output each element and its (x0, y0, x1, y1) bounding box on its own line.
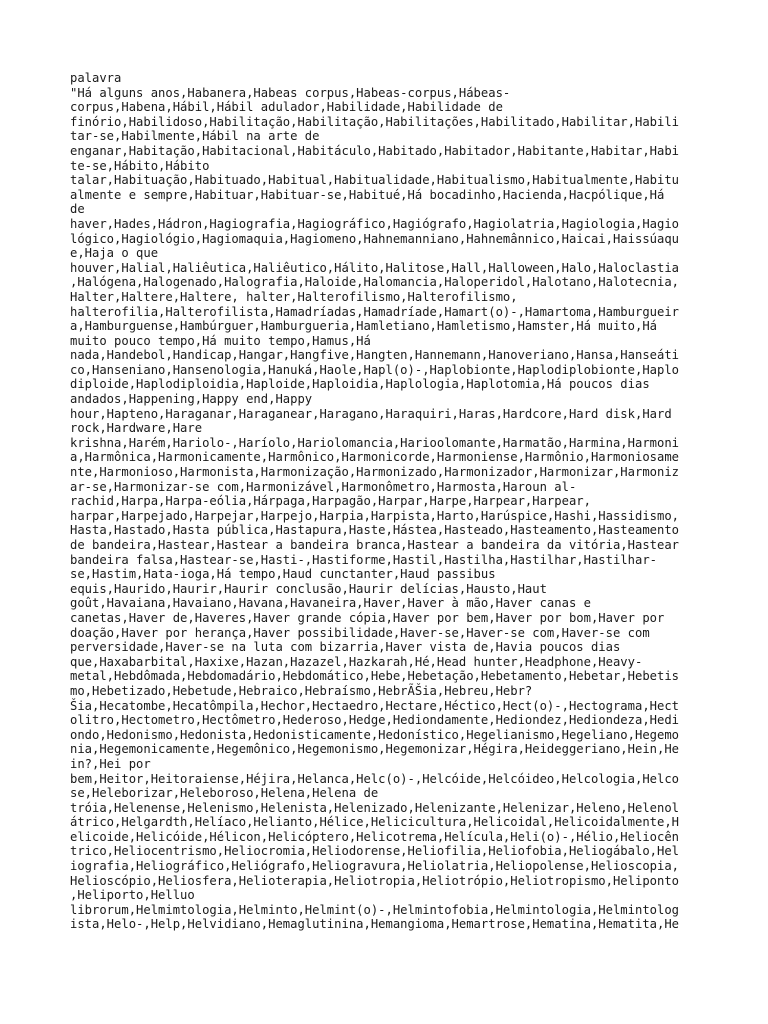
text-line: ,Heliporto,Helluo (70, 888, 195, 903)
text-line: se,Heleborizar,Heleboroso,Helena,Helena de (70, 786, 379, 801)
text-line: canetas,Haver de,Haveres,Haver grande cópia,Haver por bem,Haver por bom,Haver por (70, 610, 665, 625)
text-line: hour,Hapteno,Haraganar,Haraganear,Haragano,Haraquiri,Haras,Hardcore,Hard disk,Hard (70, 406, 672, 421)
text-line: nia,Hegemonicamente,Hegemônico,Hegemonismo,Hegemonizar,Hégira,Heideggeriano,Hein,He (70, 742, 680, 757)
text-line: átrico,Helgardth,Helíaco,Helianto,Hélice,Helicicultura,Helicoidal,Helicoidalmente,H (70, 815, 680, 830)
text-line: tar-se,Habilmente,Hábil na arte de (70, 129, 320, 144)
text-line: enganar,Habitação,Habitacional,Habitáculo,Habitado,Habitador,Habitante,Habitar,Habi (70, 143, 680, 158)
text-line: talar,Habituação,Habituado,Habitual,Habitualidade,Habitualismo,Habitualmente,Habitu (70, 173, 680, 188)
text-line: diploide,Haplodiploidia,Haploide,Haploidia,Haplologia,Haplotomia,Há poucos dias (70, 377, 650, 392)
text-line: andados,Happening,Happy end,Happy (70, 392, 313, 407)
text-line: ar-se,Harmonizar-se com,Harmonizável,Harmonômetro,Harmosta,Haroun al- (70, 479, 577, 494)
text-line: corpus,Habena,Hábil,Hábil adulador,Habilidade,Habilidade de (70, 100, 503, 115)
text-line: perversidade,Haver-se na luta com bizarria,Haver vista de,Havia poucos dias (70, 640, 621, 655)
text-line: nada,Handebol,Handicap,Hangar,Hangfive,Hangten,Hannemann,Hanoveriano,Hansa,Hanseáti (70, 348, 680, 363)
text-line: elicoide,Helicóide,Hélicon,Helicóptero,Helicotrema,Helícula,Heli(o)-,Hélio,Heliocên (70, 829, 680, 844)
text-line: ,Halógena,Halogenado,Halografia,Haloide,Halomancia,Haloperidol,Halotano,Halotecnia, (70, 275, 680, 290)
text-line: que,Haxabarbital,Haxixe,Hazan,Hazazel,Hazkarah,Hé,Head hunter,Headphone,Heavy- (70, 654, 643, 669)
text-line: tróia,Helenense,Helenismo,Helenista,Helenizado,Helenizante,Helenizar,Heleno,Helenol (70, 800, 680, 815)
text-line: haver,Hades,Hádron,Hagiografia,Hagiográfico,Hagiógrafo,Hagiolatria,Hagiologia,Hagio (70, 216, 680, 231)
text-line: bem,Heitor,Heitoraiense,Héjira,Helanca,Helc(o)-,Helcóide,Helcóideo,Helcologia,Helco (70, 771, 680, 786)
text-line: halterofilia,Halterofilista,Hamadríadas,Hamadríade,Hamart(o)-,Hamartoma,Hamburgueir (70, 304, 680, 319)
text-line: krishna,Harém,Hariolo-,Haríolo,Hariolomancia,Harioolomante,Harmatão,Harmina,Harmoni (70, 435, 680, 450)
text-line: librorum,Helmimtologia,Helminto,Helmint(o)-,Helmintofobia,Helmintologia,Helmintolog (70, 902, 680, 917)
text-line: in?,Hei por (70, 756, 151, 771)
text-line: nte,Harmonioso,Harmonista,Harmonização,Harmonizado,Harmonizador,Harmonizar,Harmoniz (70, 465, 680, 480)
text-line: a,Hamburguense,Hambúrguer,Hamburgueria,Hamletiano,Hamletismo,Hamster,Há muito,Há (70, 319, 657, 334)
text-line: iografia,Heliográfico,Heliógrafo,Heliogravura,Heliolatria,Heliopolense,Helioscopia, (70, 859, 680, 874)
text-line: Halter,Haltere,Haltere, halter,Halterofilismo,Halterofilismo, (70, 289, 518, 304)
text-line: se,Hastim,Hata-ioga,Há tempo,Haud cunctanter,Haud passibus (70, 567, 496, 582)
document-text-body (70, 71, 702, 932)
text-line: palavra (70, 71, 122, 85)
text-line: a,Harmônica,Harmonicamente,Harmônico,Harmonicorde,Harmoniense,Harmônio,Harmoniosame (70, 450, 680, 465)
text-line: goût,Havaiana,Havaiano,Havana,Havaneira,Haver,Haver à mão,Haver canas e (70, 596, 591, 611)
text-line: muito pouco tempo,Há muito tempo,Hamus,Há (70, 333, 371, 348)
text-line: Hasta,Hastado,Hasta pública,Hastapura,Haste,Hástea,Hasteado,Hasteamento,Hasteamento (70, 523, 680, 538)
text-line: lógico,Hagiológio,Hagiomaquia,Hagiomeno,Hahnemanniano,Hahnemânnico,Haicai,Haissúaqu (70, 231, 680, 246)
text-line: de bandeira,Hastear,Hastear a bandeira branca,Hastear a bandeira da vitória,Hastear (70, 538, 680, 552)
text-line: mo,Hebetizado,Hebetude,Hebraico,Hebraísmo,HebrÃŠia,Hebreu,Hebr? (70, 683, 533, 698)
text-line: ondo,Hedonismo,Hedonista,Hedonisticamente,Hedonístico,Hegelianismo,Hegeliano,Hegemo (70, 727, 680, 742)
text-line: finório,Habilidoso,Habilitação,Habilitação,Habilitações,Habilitado,Habilitar,Habili (70, 114, 680, 129)
text-line: e,Haja o que (70, 246, 159, 261)
text-line: rock,Hardware,Hare (70, 421, 203, 436)
text-line: Helioscópio,Heliosfera,Helioterapia,Heliotropia,Heliotrópio,Heliotropismo,Heliponto (70, 873, 680, 888)
text-line: Šia,Hecatombe,Hecatômpila,Hechor,Hectaedro,Hectare,Héctico,Hect(o)-,Hectograma,Hect (70, 698, 680, 713)
text-line: de (70, 202, 85, 217)
text-line: harpar,Harpejado,Harpejar,Harpejo,Harpia,Harpista,Harto,Harúspice,Hashi,Hassidismo, (70, 508, 680, 523)
text-line: bandeira falsa,Hastear-se,Hasti-,Hastiforme,Hastil,Hastilha,Hastilhar,Hastilhar- (70, 552, 657, 567)
text-line: trico,Heliocentrismo,Heliocromia,Heliodorense,Heliofilia,Heliofobia,Heliogábalo,Hel (70, 844, 680, 859)
text-line: rachid,Harpa,Harpa-eólia,Hárpaga,Harpagão,Harpar,Harpe,Harpear,Harpear, (70, 494, 591, 509)
text-line: "Há alguns anos,Habanera,Habeas corpus,Habeas-corpus,Hábeas- (70, 85, 511, 100)
text-line: doação,Haver por herança,Haver possibilidade,Haver-se,Haver-se com,Haver-se com (70, 625, 650, 640)
text-line: olitro,Hectometro,Hectômetro,Hederoso,Hedge,Hediondamente,Hediondez,Hediondeza,Hedi (70, 713, 680, 728)
text-line: co,Hanseniano,Hansenologia,Hanuká,Haole,Hapl(o)-,Haplobionte,Haplodiplobionte,Haplo (70, 362, 680, 377)
text-line: ista,Helo-,Help,Helvidiano,Hemaglutinina,Hemangioma,Hemartrose,Hematina,Hematita,He (70, 917, 680, 932)
text-line: te-se,Hábito,Hábito (70, 158, 210, 173)
text-line: almente e sempre,Habituar,Habituar-se,Habitué,Há bocadinho,Hacienda,Hacpólique,Há (70, 187, 665, 202)
text-line: equis,Haurido,Haurir,Haurir conclusão,Haurir delícias,Hausto,Haut (70, 581, 547, 596)
text-line: metal,Hebdômada,Hebdomadário,Hebdomático,Hebe,Hebetação,Hebetamento,Hebetar,Hebetis (70, 669, 680, 684)
text-line: houver,Halial,Haliêutica,Haliêutico,Hálito,Halitose,Hall,Halloween,Halo,Haloclastia (70, 260, 680, 275)
